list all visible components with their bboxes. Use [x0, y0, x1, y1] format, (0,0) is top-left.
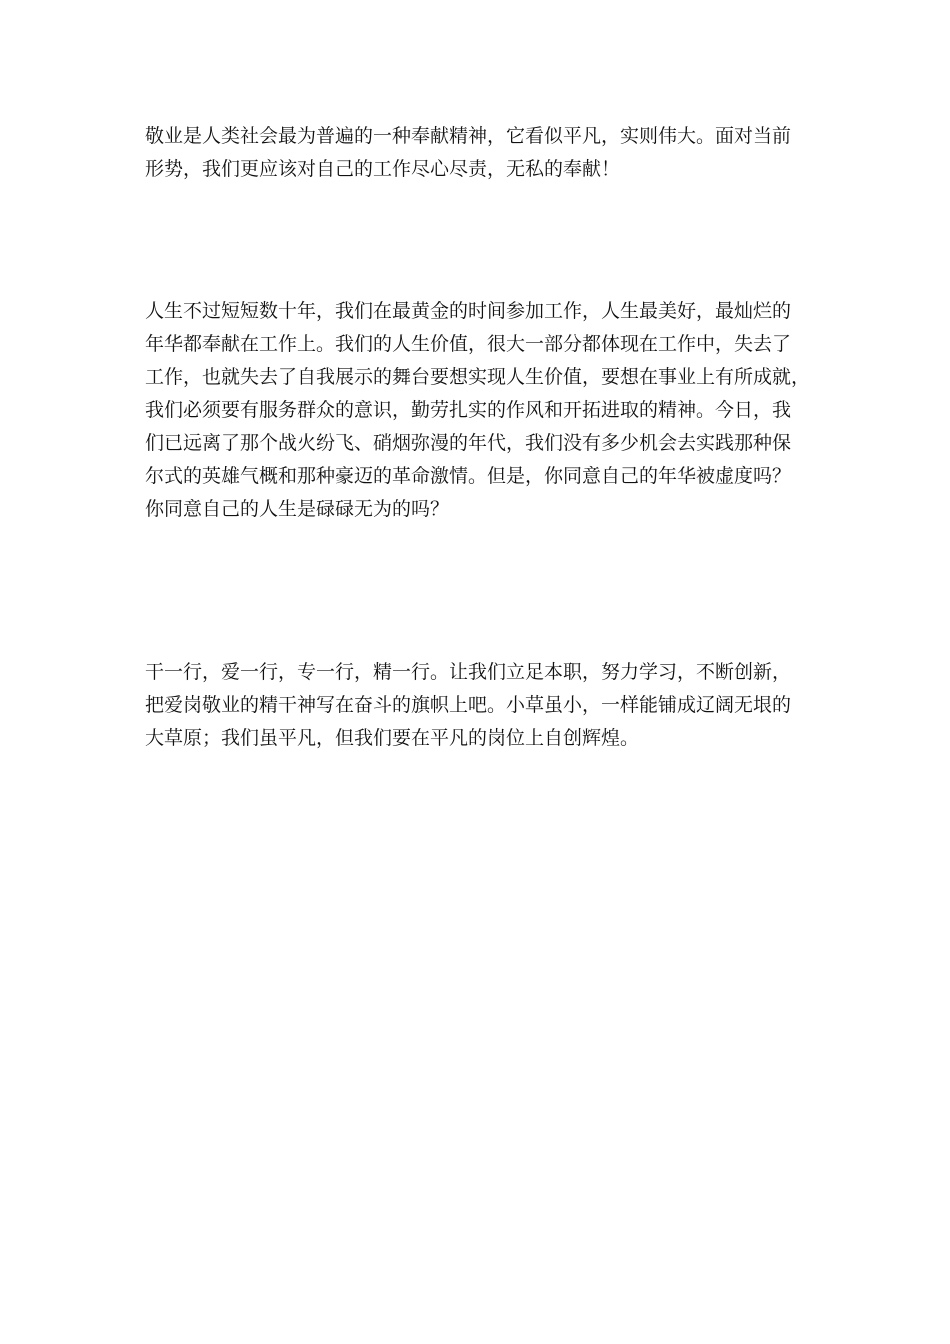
paragraph-line: 形势，我们更应该对自己的工作尽心尽责，无私的奉献！: [145, 158, 621, 180]
paragraph-2: [145, 295, 810, 526]
paragraph-line: 大草原；我们虽平凡，但我们要在平凡的岗位上自创辉煌。: [145, 727, 640, 749]
paragraph-1: [145, 120, 810, 186]
paragraph-3: [145, 656, 810, 755]
paragraph-line: 尔式的英雄气概和那种豪迈的革命激情。但是，你同意自己的年华被虚度吗？: [145, 465, 792, 487]
paragraph-line: 年华都奉献在工作上。我们的人生价值，很大一部分都体现在工作中，失去了: [145, 333, 792, 355]
paragraph-line: 们已远离了那个战火纷飞、硝烟弥漫的年代，我们没有多少机会去实践那种保: [145, 432, 792, 454]
paragraph-line: 把爱岗敬业的精干神写在奋斗的旗帜上吧。小草虽小，一样能铺成辽阔无垠的: [145, 694, 792, 716]
paragraph-line: 人生不过短短数十年，我们在最黄金的时间参加工作，人生最美好，最灿烂的: [145, 300, 792, 322]
paragraph-line: 我们必须要有服务群众的意识，勤劳扎实的作风和开拓进取的精神。今日，我: [145, 399, 792, 421]
paragraph-line: 干一行，爱一行，专一行，精一行。让我们立足本职，努力学习，不断创新，: [145, 661, 792, 683]
paragraph-line: 你同意自己的人生是碌碌无为的吗？: [145, 498, 450, 520]
paragraph-line: 敬业是人类社会最为普遍的一种奉献精神，它看似平凡，实则伟大。面对当前: [145, 125, 792, 147]
paragraph-line: 工作，也就失去了自我展示的舞台要想实现人生价值，要想在事业上有所成就，: [145, 366, 811, 388]
